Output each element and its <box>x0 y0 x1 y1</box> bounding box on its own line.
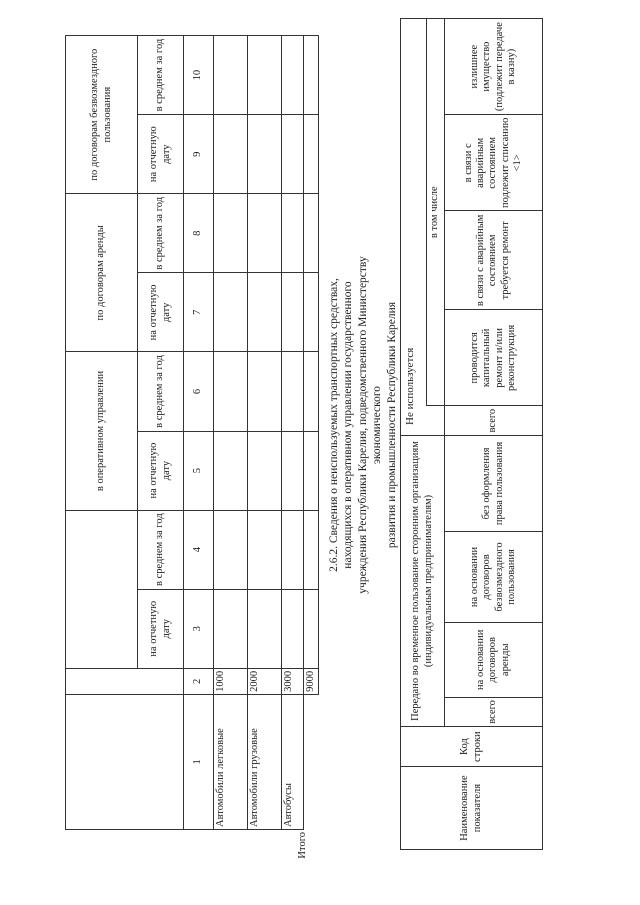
subhead-avg-year: в среднем за год <box>138 510 184 589</box>
col-repair: проводится капитальный ремонт и/или реконструкция <box>445 310 543 406</box>
colnum-7: 7 <box>184 273 214 352</box>
heading-line-1: 2.6.2. Сведения о неиспользуемых транспортных средствах, <box>328 278 340 572</box>
col-name: Наименование показателя <box>401 767 543 850</box>
usage-table <box>400 18 543 850</box>
colnum-1: 1 <box>184 694 214 829</box>
subhead-at-date: на отчетную дату <box>138 431 184 510</box>
total-label-spacer <box>304 694 319 829</box>
total-label: Итого <box>297 832 308 859</box>
col-total: всего <box>445 697 543 726</box>
col-excess: излишнее имущество (подлежит передаче в казну) <box>445 19 543 115</box>
row-code-trucks: 2000 <box>248 668 282 694</box>
col-by-free: на основании договоров безвозмездного пользования <box>445 532 543 623</box>
row-code-buses: 3000 <box>282 668 304 694</box>
colnum-10: 10 <box>184 36 214 115</box>
row-name-trucks: Автомобили грузовые <box>248 694 282 829</box>
col-total-right: всего <box>445 406 543 435</box>
row-name-cars: Автомобили легковые <box>214 694 248 829</box>
colnum-6: 6 <box>184 352 214 431</box>
subhead-at-date: на отчетную дату <box>138 115 184 194</box>
colnum-3: 3 <box>184 589 214 668</box>
transport-table <box>65 35 319 830</box>
col-incl-right: в том числе <box>427 19 445 406</box>
subhead-avg-year: в среднем за год <box>138 36 184 115</box>
subhead-avg-year: в среднем за год <box>138 194 184 273</box>
col-emergency-writeoff: в связи с аварийным состоянием подлежит списанию <1> <box>445 115 543 211</box>
colnum-5: 5 <box>184 431 214 510</box>
header-blank-3 <box>66 510 138 668</box>
subhead-avg-year: в среднем за год <box>138 352 184 431</box>
header-free-use: по договорам безвозмездного пользования <box>66 36 138 194</box>
heading-line-3: учреждения Республики Карелия, подведомственного Министерству экономического <box>356 256 384 594</box>
header-blank-1 <box>66 694 184 829</box>
subhead-at-date: на отчетную дату <box>138 273 184 352</box>
row-name-buses: Автобусы <box>282 694 304 829</box>
not-used-spacer <box>427 406 445 435</box>
colnum-8: 8 <box>184 194 214 273</box>
heading-line-2: находящихся в оперативном управлении государственного <box>342 281 355 569</box>
col-by-lease: на основании договоров аренды <box>445 622 543 697</box>
heading-line-4: развития и промышленности Республики Карелия <box>385 301 398 549</box>
colnum-9: 9 <box>184 115 214 194</box>
colnum-2: 2 <box>184 668 214 694</box>
row-code-cars: 1000 <box>214 668 248 694</box>
header-operational: в оперативном управлении <box>66 352 138 510</box>
colnum-4: 4 <box>184 510 214 589</box>
col-emergency-repair: в связи с аварийным состоянием требуется ремонт <box>445 211 543 310</box>
col-no-rights: без оформления права пользования <box>445 435 543 531</box>
total-code: 9000 <box>304 668 319 694</box>
col-transferred: Передано во временное пользование сторонним организациям (индивидуальным предпринимателям) <box>401 435 445 726</box>
header-blank-2 <box>66 668 184 694</box>
col-code: Код строки <box>401 727 543 767</box>
header-lease: по договорам аренды <box>66 194 138 352</box>
subhead-at-date: на отчетную дату <box>138 589 184 668</box>
section-heading <box>327 245 399 605</box>
not-used-label: Не используется <box>404 347 416 425</box>
